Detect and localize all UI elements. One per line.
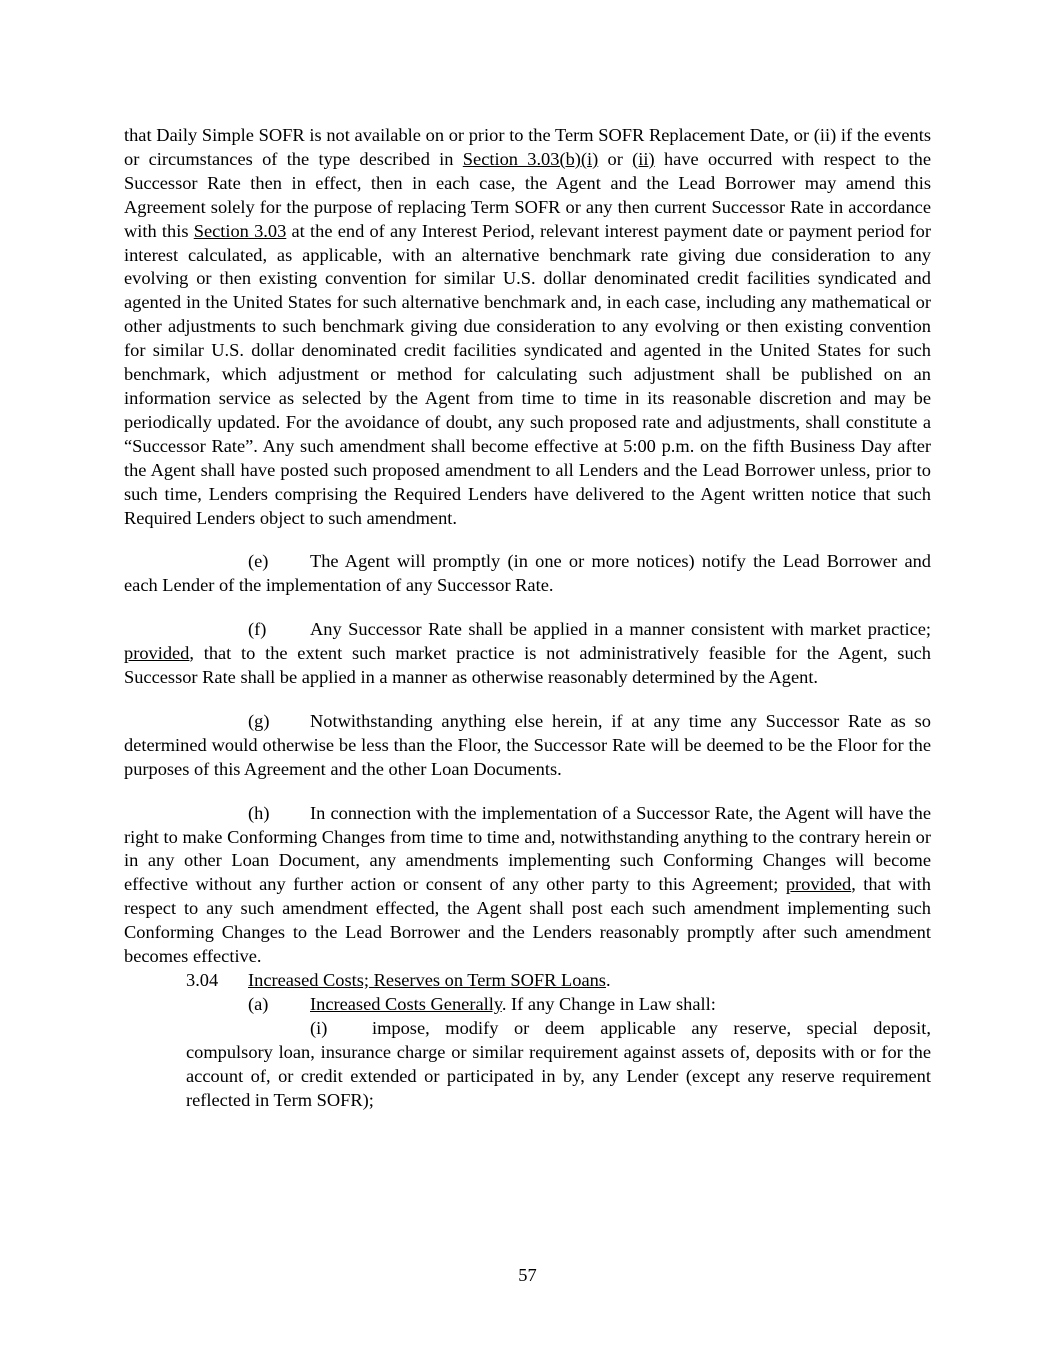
clause-e-label: (e)	[248, 551, 269, 572]
continued-paragraph: that Daily Simple SOFR is not available on or prior to the Term SOFR Replacement Date, or (ii) if the events or circumstances of the type described in Section 3.03(b)(i) or (ii) have occurred with respect to the Successor Rate then in effect, then in each case, the Agent and the Lead Borrower may amend this Agreement solely for the purpose of replacing Term SOFR or any then current Successor Rate in accordance with this Section 3.03 at the end of any Interest Period, relevant interest payment date or payment period for interest calculated, as applicable, with an alternative benchmark rate giving due consideration to any evolving or then existing convention for similar U.S. dollar denominated credit facilities syndicated and agented in the United States for such alternative benchmark and, in each case, including any mathematical or other adjustments to such benchmark giving due consideration to any evolving or then existing convention for similar U.S. dollar denominated credit facilities syndicated and agented in the United States for such benchmark, which adjustment or method for calculating such adjustment shall be published on an information service as selected by the Agent from time to time in its reasonable discretion and may be periodically updated. For the avoidance of doubt, any such proposed rate and adjustments, shall constitute a “Successor Rate”. Any such amendment shall become effective at 5:00 p.m. on the fifth Business Day after the Agent shall have posted such proposed amendment to all Lenders and the Lead Borrower unless, prior to such time, Lenders comprising the Required Lenders have delivered to the Agent written notice that such Required Lenders object to such amendment.	[124, 125, 932, 528]
clause-h-label: (h)	[248, 802, 270, 823]
clause-g: (g) Notwithstanding anything else herein, if at any time any Successor Rate as so determined would otherwise be less than the Floor, the Successor Rate will be deemed to be the Floor for the purposes of this Agreement and the other Loan Documents.	[124, 710, 931, 779]
section-title: Increased Costs; Reserves on Term SOFR Loans	[248, 970, 606, 990]
clause-e: (e) The Agent will promptly (in one or more notices) notify the Lead Borrower and each Lender of the implementation of any Successor Rate.	[124, 551, 931, 596]
clause-a-label: (a)	[248, 993, 269, 1014]
clause-a-title: Increased Costs Generally	[310, 993, 502, 1014]
section-3-04-clause-a-i: (i) impose, modify or deem applicable any reserve, special deposit, compulsory loan, insurance charge or similar requirement against assets of, deposits with or for the account of, or credit extended or participated in by, any Lender (except any reserve requirement reflected in Term SOFR);	[186, 1017, 931, 1110]
section-number: 3.04	[186, 970, 219, 990]
document-page	[124, 124, 931, 1112]
clause-i-label: (i)	[310, 1017, 328, 1038]
clause-f-label: (f)	[248, 619, 267, 640]
page-number: 57	[518, 1265, 537, 1285]
section-3-03-b-i-reference: Section 3.03(b)(i)	[462, 148, 599, 169]
clause-f: (f) Any Successor Rate shall be applied in a manner consistent with market practice; provided, that to the extent such market practice is not administratively feasible for the Agent, such Successor Rate shall be applied in a manner as otherwise reasonably determined by the Agent.	[124, 619, 931, 688]
clause-ii-reference: (ii)	[632, 148, 655, 169]
section-3-04-clause-a: (a) Increased Costs Generally. If any Change in Law shall:	[124, 993, 931, 1017]
section-3-03-reference: Section 3.03	[193, 220, 287, 241]
clause-h: (h) In connection with the implementation of a Successor Rate, the Agent will have the right to make Conforming Changes from time to time and, notwithstanding anything to the contrary herein or in any other Loan Document, any amendments implementing such Conforming Changes will become effective without any further action or consent of any other party to this Agreement; provided, that with respect to any such amendment effected, the Agent shall post each such amendment implementing such Conforming Changes to the Lead Borrower and the Lenders reasonably promptly after such amendment becomes effective.	[124, 802, 931, 967]
provided-term: provided	[785, 874, 852, 895]
provided-term: provided	[124, 643, 190, 664]
section-3-04-heading: 3.04 Increased Costs; Reserves on Term SOFR Loans.	[124, 969, 931, 993]
clause-g-label: (g)	[248, 710, 270, 731]
